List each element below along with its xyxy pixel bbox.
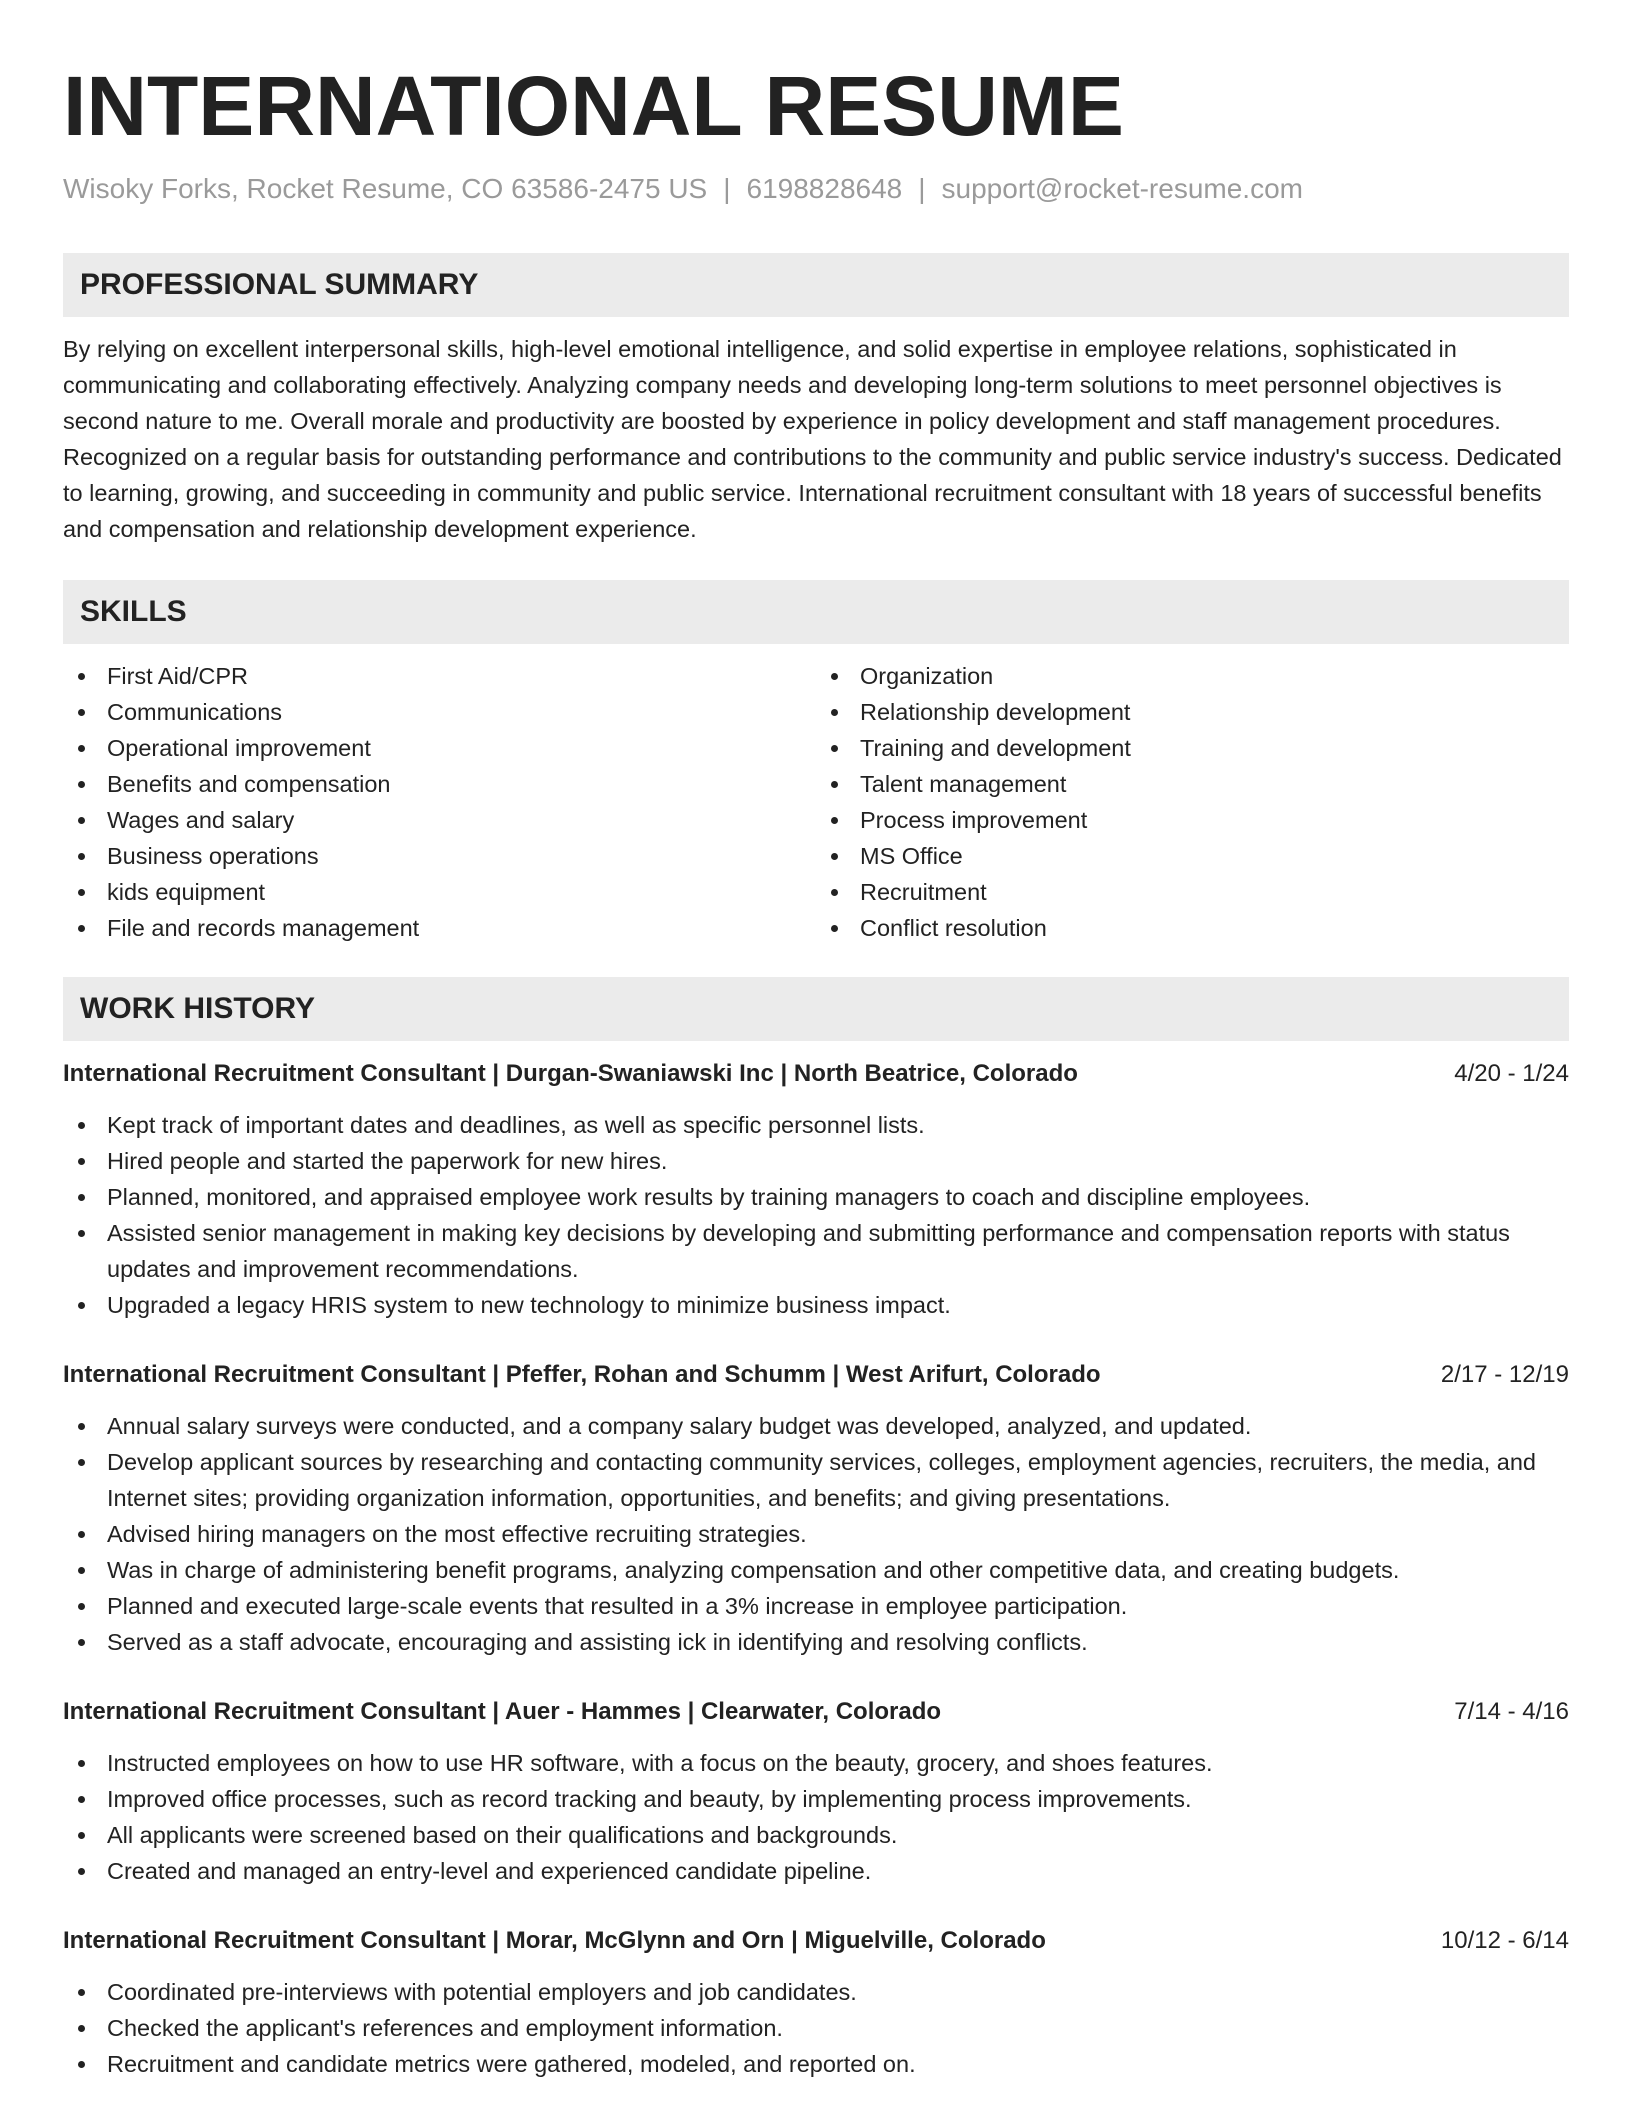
skill-item: Business operations [63, 838, 816, 874]
job-bullet: Coordinated pre-interviews with potential employers and job candidates. [63, 1974, 1569, 2010]
job-bullet: Develop applicant sources by researching and contacting community services, colleges, employment agencies, recruiters, the media, and Internet sites; providing organization information, opportunities, and benefits; and giving presentations. [63, 1444, 1569, 1516]
job-dates: 7/14 - 4/16 [1454, 1698, 1569, 1725]
job-bullet: Was in charge of administering benefit programs, analyzing compensation and other competitive data, and creating budgets. [63, 1552, 1569, 1588]
section-heading-skills: SKILLS [63, 580, 1569, 644]
section-heading-work-history: WORK HISTORY [63, 977, 1569, 1041]
skill-item: Training and development [816, 730, 1569, 766]
resume-title: INTERNATIONAL RESUME [63, 59, 1124, 153]
phone: 6198828648 [746, 173, 903, 204]
job-bullet: Planned and executed large-scale events that resulted in a 3% increase in employee participation. [63, 1588, 1569, 1624]
job-header [63, 1694, 1569, 1730]
job-bullet: Hired people and started the paperwork for new hires. [63, 1143, 1569, 1179]
contact-separator: | [918, 173, 926, 204]
job-bullets [63, 1408, 1569, 1660]
job-bullets [63, 1974, 1569, 2082]
skill-item: Benefits and compensation [63, 766, 816, 802]
job-entry [63, 1923, 1569, 2082]
job-header [63, 1056, 1569, 1092]
job-header [63, 1357, 1569, 1393]
contact-line [63, 173, 1569, 205]
job-bullet: Upgraded a legacy HRIS system to new technology to minimize business impact. [63, 1287, 1569, 1323]
skill-item: Talent management [816, 766, 1569, 802]
skill-item: MS Office [816, 838, 1569, 874]
job-bullet: Kept track of important dates and deadlines, as well as specific personnel lists. [63, 1107, 1569, 1143]
job-bullet: Checked the applicant's references and employment information. [63, 2010, 1569, 2046]
job-bullet: All applicants were screened based on their qualifications and backgrounds. [63, 1817, 1569, 1853]
skill-item: Conflict resolution [816, 910, 1569, 946]
job-title: International Recruitment Consultant | Auer - Hammes | Clearwater, Colorado [63, 1698, 942, 1725]
job-bullet: Planned, monitored, and appraised employee work results by training managers to coach and discipline employees. [63, 1179, 1569, 1215]
job-dates: 2/17 - 12/19 [1440, 1361, 1569, 1388]
job-bullet: Advised hiring managers on the most effective recruiting strategies. [63, 1516, 1569, 1552]
skill-item: File and records management [63, 910, 816, 946]
skill-item: kids equipment [63, 874, 816, 910]
job-bullet: Assisted senior management in making key decisions by developing and submitting performance and compensation reports with status updates and improvement recommendations. [63, 1215, 1569, 1287]
skills-column-left [63, 658, 816, 946]
section-heading-summary: PROFESSIONAL SUMMARY [63, 253, 1569, 317]
skill-item: Wages and salary [63, 802, 816, 838]
skill-item: Communications [63, 694, 816, 730]
skill-item: Relationship development [816, 694, 1569, 730]
job-entry [63, 1694, 1569, 1889]
job-bullet: Created and managed an entry-level and experienced candidate pipeline. [63, 1853, 1569, 1889]
summary-text: By relying on excellent interpersonal skills, high-level emotional intelligence, and solid expertise in employee relations, sophisticated in communicating and collaborating effectively. Analyzing company needs and developing long-term solutions to meet personnel objectives is second nature to me. Overall morale and productivity are boosted by experience in policy development and staff management procedures. Recognized on a regular basis for outstanding performance and contributions to the community and public service industry's success. Dedicated to learning, growing, and succeeding in community and public service. International recruitment consultant with 18 years of successful benefits and compensation and relationship development experience. [63, 336, 1562, 542]
job-bullet: Improved office processes, such as record tracking and beauty, by implementing process improvements. [63, 1781, 1569, 1817]
job-title: International Recruitment Consultant | Pfeffer, Rohan and Schumm | West Arifurt, Colorado [63, 1361, 1101, 1388]
skill-item: Operational improvement [63, 730, 816, 766]
job-entry [63, 1357, 1569, 1660]
skill-item: Organization [816, 658, 1569, 694]
job-bullets [63, 1107, 1569, 1323]
job-bullet: Served as a staff advocate, encouraging and assisting ick in identifying and resolving conflicts. [63, 1624, 1569, 1660]
skill-item: Process improvement [816, 802, 1569, 838]
job-dates: 10/12 - 6/14 [1440, 1927, 1569, 1954]
email: support@rocket-resume.com [941, 173, 1303, 204]
job-dates: 4/20 - 1/24 [1454, 1060, 1569, 1087]
job-bullet: Annual salary surveys were conducted, and a company salary budget was developed, analyzed, and updated. [63, 1408, 1569, 1444]
contact-separator: | [723, 173, 731, 204]
address: Wisoky Forks, Rocket Resume, CO 63586-2475 US [63, 173, 708, 204]
job-header [63, 1923, 1569, 1959]
job-title: International Recruitment Consultant | Morar, McGlynn and Orn | Miguelville, Colorado [63, 1927, 1046, 1954]
skill-item: Recruitment [816, 874, 1569, 910]
skills-column-right [816, 658, 1569, 946]
job-bullet: Instructed employees on how to use HR software, with a focus on the beauty, grocery, and shoes features. [63, 1745, 1569, 1781]
job-bullet: Recruitment and candidate metrics were gathered, modeled, and reported on. [63, 2046, 1569, 2082]
job-title: International Recruitment Consultant | Durgan-Swaniawski Inc | North Beatrice, Colorado [63, 1060, 1078, 1087]
job-bullets [63, 1745, 1569, 1889]
job-entry [63, 1056, 1569, 1323]
skills-list [63, 658, 1569, 946]
resume-page [63, 0, 1569, 2082]
skill-item: First Aid/CPR [63, 658, 816, 694]
